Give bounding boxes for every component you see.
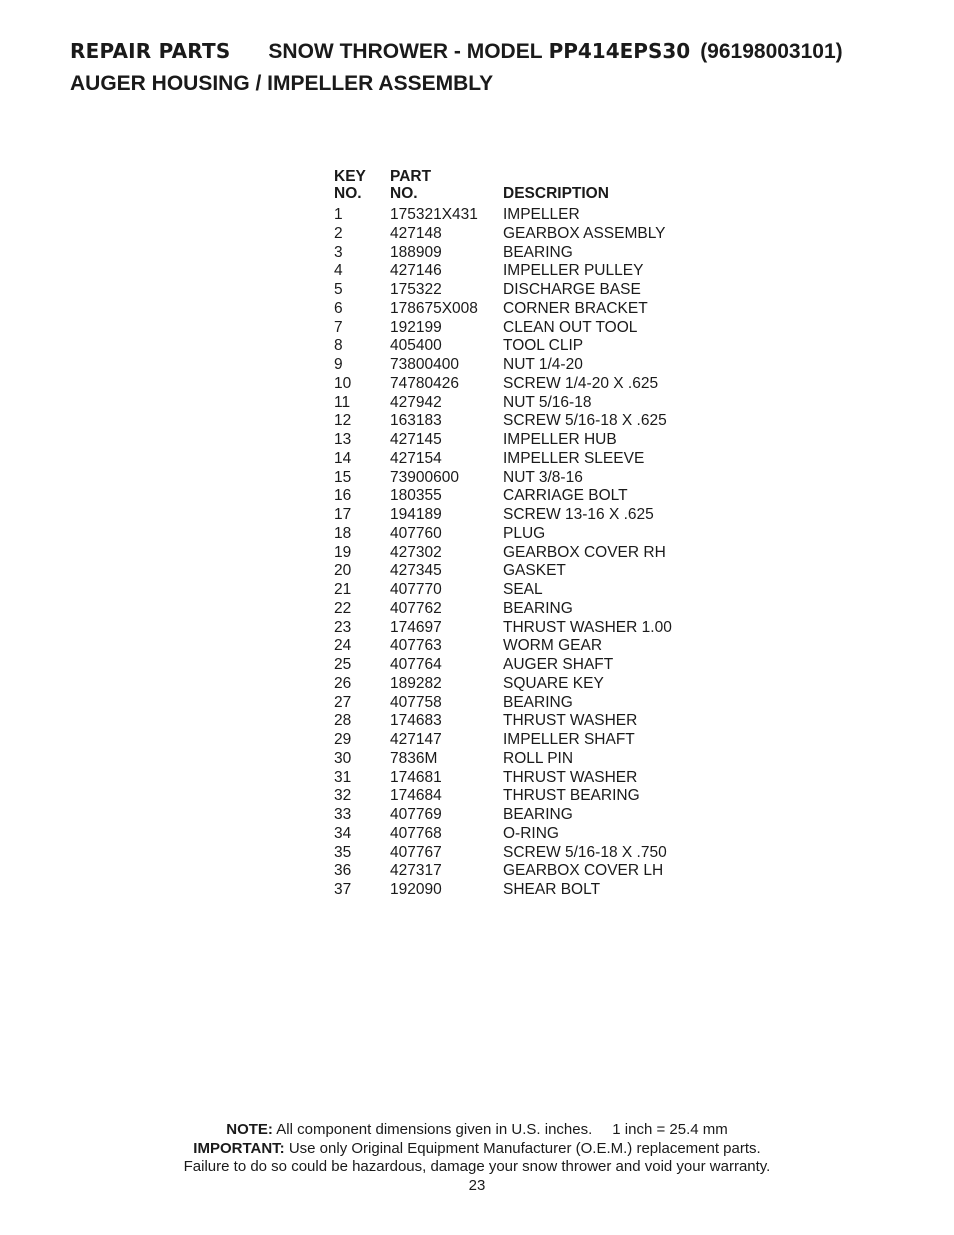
table-row bbox=[334, 844, 733, 863]
table-row bbox=[334, 469, 733, 488]
key-no-cell: 34 bbox=[334, 824, 352, 842]
description-cell: CARRIAGE BOLT bbox=[503, 487, 628, 505]
description-cell: SEAL bbox=[503, 581, 543, 598]
description-cell: NUT 1/4-20 bbox=[503, 356, 583, 373]
key-no-cell: 8 bbox=[334, 337, 343, 355]
part-no-cell: 174684 bbox=[390, 787, 442, 805]
table-row bbox=[334, 244, 733, 263]
part-no-cell: 174697 bbox=[390, 618, 442, 636]
key-no-cell: 3 bbox=[334, 243, 343, 261]
key-no-cell: 10 bbox=[334, 374, 352, 392]
description-cell: IMPELLER PULLEY bbox=[503, 262, 644, 280]
table-row bbox=[334, 281, 733, 300]
note-line bbox=[0, 1121, 954, 1140]
part-no-cell: 407767 bbox=[390, 843, 442, 861]
table-row bbox=[334, 394, 733, 413]
part-no-cell: 175321X431 bbox=[390, 206, 478, 223]
header-description bbox=[503, 168, 733, 202]
warning-line: Failure to do so could be hazardous, damage your snow thrower and void your warranty. bbox=[183, 1158, 771, 1175]
note-text: All component dimensions given in U.S. inches. bbox=[276, 1121, 593, 1138]
table-row bbox=[334, 806, 733, 825]
key-no-cell: 16 bbox=[334, 487, 352, 505]
model-name: PP414EPS30 bbox=[548, 39, 691, 63]
table-row bbox=[334, 731, 733, 750]
header-key-line1: KEY bbox=[334, 168, 366, 185]
key-no-cell: 29 bbox=[334, 731, 352, 748]
table-row bbox=[334, 656, 733, 675]
part-no-cell: 427345 bbox=[390, 562, 442, 580]
table-row bbox=[334, 862, 733, 881]
description-cell: SCREW 1/4-20 X .625 bbox=[503, 374, 659, 392]
header-key-no bbox=[334, 168, 390, 202]
key-no-cell: 18 bbox=[334, 524, 352, 542]
key-no-cell: 22 bbox=[334, 599, 352, 617]
key-no-cell: 1 bbox=[334, 206, 343, 223]
table-row bbox=[334, 544, 733, 563]
part-no-cell: 427317 bbox=[390, 862, 442, 880]
key-no-cell: 24 bbox=[334, 637, 352, 655]
part-no-cell: 192090 bbox=[390, 881, 442, 898]
page-footer bbox=[0, 1121, 954, 1195]
description-cell: SCREW 5/16-18 X .750 bbox=[503, 843, 667, 861]
part-no-cell: 7836M bbox=[390, 749, 438, 767]
table-row bbox=[334, 637, 733, 656]
key-no-cell: 4 bbox=[334, 262, 343, 280]
key-no-cell: 37 bbox=[334, 881, 352, 898]
part-no-cell: 405400 bbox=[390, 337, 442, 355]
part-no-cell: 407763 bbox=[390, 637, 442, 655]
key-no-cell: 30 bbox=[334, 749, 352, 767]
part-no-cell: 407760 bbox=[390, 524, 442, 542]
description-cell: ROLL PIN bbox=[503, 749, 574, 767]
key-no-cell: 21 bbox=[334, 581, 352, 598]
description-cell: SHEAR BOLT bbox=[503, 881, 601, 898]
description-cell: WORM GEAR bbox=[503, 637, 603, 655]
part-no-cell: 180355 bbox=[390, 487, 442, 505]
part-no-cell: 427942 bbox=[390, 393, 442, 411]
model-number: (96198003101) bbox=[700, 40, 843, 63]
part-no-cell: 189282 bbox=[390, 674, 442, 692]
key-no-cell: 35 bbox=[334, 843, 352, 861]
description-cell: IMPELLER SHAFT bbox=[503, 731, 635, 748]
important-text: Use only Original Equipment Manufacturer (O.E.M.) replacement parts. bbox=[288, 1139, 761, 1157]
header-key-line2: NO. bbox=[334, 185, 362, 202]
key-no-cell: 28 bbox=[334, 712, 352, 730]
description-cell: IMPELLER HUB bbox=[503, 431, 617, 448]
table-row bbox=[334, 750, 733, 769]
description-cell: NUT 3/8-16 bbox=[503, 468, 583, 486]
part-no-cell: 175322 bbox=[390, 281, 442, 298]
table-row bbox=[334, 825, 733, 844]
table-row bbox=[334, 675, 733, 694]
description-cell: THRUST BEARING bbox=[503, 787, 640, 805]
description-cell: THRUST WASHER 1.00 bbox=[503, 618, 672, 636]
table-row bbox=[334, 356, 733, 375]
part-no-cell: 407764 bbox=[390, 656, 442, 673]
table-row bbox=[334, 769, 733, 788]
important-label: IMPORTANT: bbox=[193, 1139, 285, 1157]
description-cell: CORNER BRACKET bbox=[503, 299, 648, 317]
part-no-cell: 178675X008 bbox=[390, 299, 478, 317]
part-no-cell: 427145 bbox=[390, 431, 442, 448]
table-row bbox=[334, 619, 733, 638]
description-cell: PLUG bbox=[503, 524, 546, 542]
part-no-cell: 427147 bbox=[390, 731, 442, 748]
table-row bbox=[334, 581, 733, 600]
key-no-cell: 20 bbox=[334, 562, 352, 580]
description-cell: TOOL CLIP bbox=[503, 337, 584, 355]
key-no-cell: 11 bbox=[334, 393, 351, 411]
description-cell: SCREW 13-16 X .625 bbox=[503, 506, 654, 523]
key-no-cell: 17 bbox=[334, 506, 352, 523]
key-no-cell: 12 bbox=[334, 412, 352, 430]
key-no-cell: 9 bbox=[334, 356, 343, 373]
key-no-cell: 27 bbox=[334, 693, 352, 711]
table-row bbox=[334, 562, 733, 581]
description-cell: GEARBOX ASSEMBLY bbox=[503, 224, 666, 242]
key-no-cell: 32 bbox=[334, 787, 352, 805]
table-row bbox=[334, 525, 733, 544]
important-line bbox=[0, 1140, 954, 1159]
parts-table bbox=[334, 168, 733, 900]
part-no-cell: 73900600 bbox=[390, 468, 459, 486]
conversion-text: 1 inch = 25.4 mm bbox=[612, 1121, 728, 1138]
key-no-cell: 5 bbox=[334, 281, 343, 298]
description-cell: IMPELLER bbox=[503, 206, 580, 223]
key-no-cell: 31 bbox=[334, 768, 352, 786]
header-title-line bbox=[70, 36, 930, 67]
description-cell: GASKET bbox=[503, 562, 566, 580]
key-no-cell: 25 bbox=[334, 656, 352, 673]
parts-table-header bbox=[334, 168, 733, 202]
part-no-cell: 174681 bbox=[390, 768, 442, 786]
page-header bbox=[70, 36, 930, 99]
part-no-cell: 163183 bbox=[390, 412, 442, 430]
header-part-line2: NO. bbox=[390, 185, 418, 202]
part-no-cell: 174683 bbox=[390, 712, 442, 730]
description-cell: BEARING bbox=[503, 243, 573, 261]
section-title: REPAIR PARTS bbox=[70, 39, 231, 63]
description-cell: GEARBOX COVER LH bbox=[503, 862, 664, 880]
description-cell: BEARING bbox=[503, 806, 573, 823]
table-row bbox=[334, 225, 733, 244]
table-row bbox=[334, 450, 733, 469]
table-row bbox=[334, 431, 733, 450]
header-part-no bbox=[390, 168, 503, 202]
header-part-line1: PART bbox=[390, 168, 432, 185]
table-row bbox=[334, 337, 733, 356]
description-cell: IMPELLER SLEEVE bbox=[503, 449, 645, 467]
part-no-cell: 407770 bbox=[390, 581, 442, 598]
table-row bbox=[334, 600, 733, 619]
description-cell: BEARING bbox=[503, 599, 573, 617]
table-row bbox=[334, 300, 733, 319]
page-number: 23 bbox=[468, 1176, 486, 1194]
part-no-cell: 188909 bbox=[390, 243, 442, 261]
key-no-cell: 6 bbox=[334, 299, 343, 317]
table-row bbox=[334, 206, 733, 225]
description-cell: DISCHARGE BASE bbox=[503, 281, 641, 298]
parts-table-body bbox=[334, 206, 733, 900]
description-cell: THRUST WASHER bbox=[503, 768, 638, 786]
table-row bbox=[334, 506, 733, 525]
description-cell: BEARING bbox=[503, 693, 573, 711]
part-no-cell: 427154 bbox=[390, 449, 442, 467]
description-cell: THRUST WASHER bbox=[503, 712, 638, 730]
part-no-cell: 192199 bbox=[390, 318, 442, 336]
part-no-cell: 427302 bbox=[390, 543, 442, 561]
table-row bbox=[334, 487, 733, 506]
key-no-cell: 2 bbox=[334, 224, 343, 242]
key-no-cell: 13 bbox=[334, 431, 352, 448]
table-row bbox=[334, 319, 733, 338]
key-no-cell: 26 bbox=[334, 674, 352, 692]
part-no-cell: 427146 bbox=[390, 262, 442, 280]
table-row bbox=[334, 412, 733, 431]
table-row bbox=[334, 712, 733, 731]
key-no-cell: 19 bbox=[334, 543, 352, 561]
key-no-cell: 33 bbox=[334, 806, 352, 823]
description-cell: SCREW 5/16-18 X .625 bbox=[503, 412, 667, 430]
part-no-cell: 407762 bbox=[390, 599, 442, 617]
description-cell: GEARBOX COVER RH bbox=[503, 543, 666, 561]
part-no-cell: 407769 bbox=[390, 806, 442, 823]
assembly-subtitle: AUGER HOUSING / IMPELLER ASSEMBLY bbox=[70, 72, 494, 95]
key-no-cell: 14 bbox=[334, 449, 352, 467]
description-cell: NUT 5/16-18 bbox=[503, 393, 592, 411]
description-cell: O-RING bbox=[503, 824, 559, 842]
table-row bbox=[334, 881, 733, 900]
part-no-cell: 407758 bbox=[390, 693, 442, 711]
part-no-cell: 74780426 bbox=[390, 374, 459, 392]
note-label: NOTE: bbox=[226, 1121, 273, 1138]
description-cell: CLEAN OUT TOOL bbox=[503, 318, 638, 336]
table-row bbox=[334, 375, 733, 394]
part-no-cell: 407768 bbox=[390, 824, 442, 842]
table-row bbox=[334, 694, 733, 713]
header-description-label: DESCRIPTION bbox=[503, 185, 609, 202]
key-no-cell: 23 bbox=[334, 618, 352, 636]
table-row bbox=[334, 787, 733, 806]
description-cell: SQUARE KEY bbox=[503, 674, 604, 692]
description-cell: AUGER SHAFT bbox=[503, 656, 614, 673]
part-no-cell: 73800400 bbox=[390, 356, 459, 373]
part-no-cell: 194189 bbox=[390, 506, 442, 523]
key-no-cell: 7 bbox=[334, 318, 343, 336]
key-no-cell: 36 bbox=[334, 862, 352, 880]
table-row bbox=[334, 262, 733, 281]
key-no-cell: 15 bbox=[334, 468, 352, 486]
product-title: SNOW THROWER - MODEL bbox=[268, 40, 543, 63]
part-no-cell: 427148 bbox=[390, 224, 442, 242]
